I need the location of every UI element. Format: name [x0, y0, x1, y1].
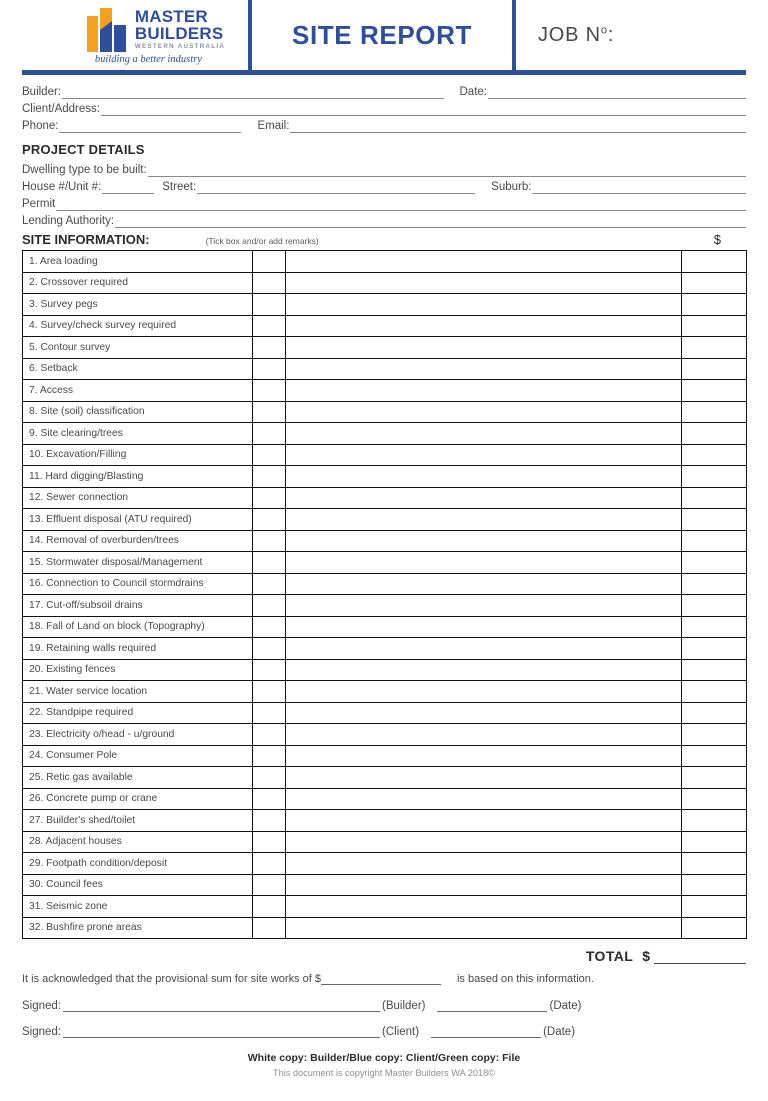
- site-information-note: (Tick box and/or add remarks): [205, 236, 319, 246]
- site-item-remarks[interactable]: [286, 423, 682, 445]
- page-title: [252, 0, 512, 70]
- site-item-amount[interactable]: [682, 853, 747, 875]
- table-row: [23, 272, 747, 294]
- table-row: [23, 595, 747, 617]
- site-item-tickbox[interactable]: [253, 509, 286, 531]
- site-item-tickbox[interactable]: [253, 724, 286, 746]
- table-row: [23, 423, 747, 445]
- site-item-label: 24. Consumer Pole: [23, 745, 253, 767]
- site-item-remarks[interactable]: [286, 831, 682, 853]
- site-item-label: 21. Water service location: [23, 681, 253, 703]
- logo-master-text: MASTER: [134, 6, 208, 26]
- site-item-amount[interactable]: [682, 874, 747, 896]
- site-item-label: 10. Excavation/Filling: [23, 444, 253, 466]
- site-item-amount[interactable]: [682, 702, 747, 724]
- table-row: [23, 487, 747, 509]
- site-item-label: 13. Effluent disposal (ATU required): [23, 509, 253, 531]
- site-item-remarks[interactable]: [286, 745, 682, 767]
- site-information-header: [22, 232, 746, 247]
- dwelling-input[interactable]: [148, 165, 746, 177]
- site-item-remarks[interactable]: [286, 552, 682, 574]
- copy-distribution-note: White copy: Builder/Blue copy: Client/Green copy: File: [247, 1052, 521, 1064]
- site-item-label: 30. Council fees: [23, 874, 253, 896]
- signed-builder-input[interactable]: [63, 1000, 380, 1012]
- acknowledgement-text-before: It is acknowledged that the provisional sum for site works of $: [22, 973, 321, 985]
- phone-label: Phone:: [22, 120, 59, 132]
- site-item-remarks[interactable]: [286, 917, 682, 939]
- table-row: [23, 380, 747, 402]
- street-label: Street:: [162, 181, 197, 193]
- table-row: [23, 810, 747, 832]
- permit-input[interactable]: [56, 199, 746, 211]
- table-row: [23, 616, 747, 638]
- client-address-row: [22, 99, 746, 116]
- site-item-remarks[interactable]: [286, 444, 682, 466]
- site-item-amount[interactable]: [682, 573, 747, 595]
- site-item-amount[interactable]: [682, 487, 747, 509]
- site-item-tickbox[interactable]: [253, 659, 286, 681]
- site-item-tickbox[interactable]: [253, 853, 286, 875]
- site-item-amount[interactable]: [682, 745, 747, 767]
- table-row: [23, 702, 747, 724]
- date-input[interactable]: [488, 87, 746, 99]
- builder-row: [22, 82, 746, 99]
- site-item-tickbox[interactable]: [253, 315, 286, 337]
- signature-row-builder: [22, 1000, 746, 1012]
- site-item-tickbox[interactable]: [253, 444, 286, 466]
- site-item-tickbox[interactable]: [253, 552, 286, 574]
- site-item-amount[interactable]: [682, 466, 747, 488]
- signed-client-label: Signed:: [22, 1026, 62, 1038]
- site-item-remarks[interactable]: [286, 466, 682, 488]
- site-item-tickbox[interactable]: [253, 294, 286, 316]
- site-item-label: 2. Crossover required: [23, 272, 253, 294]
- table-row: [23, 659, 747, 681]
- site-item-label: 4. Survey/check survey required: [23, 315, 253, 337]
- site-item-tickbox[interactable]: [253, 788, 286, 810]
- site-item-amount[interactable]: [682, 444, 747, 466]
- site-item-amount[interactable]: [682, 788, 747, 810]
- site-item-label: 20. Existing fences: [23, 659, 253, 681]
- site-item-remarks[interactable]: [286, 573, 682, 595]
- site-item-amount[interactable]: [682, 638, 747, 660]
- street-input[interactable]: [197, 182, 475, 194]
- site-item-amount[interactable]: [682, 294, 747, 316]
- site-item-amount[interactable]: [682, 552, 747, 574]
- site-item-tickbox[interactable]: [253, 767, 286, 789]
- site-item-tickbox[interactable]: [253, 466, 286, 488]
- site-item-amount[interactable]: [682, 530, 747, 552]
- site-item-label: 28. Adjacent houses: [23, 831, 253, 853]
- site-item-amount[interactable]: [682, 917, 747, 939]
- lending-authority-input[interactable]: [115, 216, 746, 228]
- site-item-tickbox[interactable]: [253, 487, 286, 509]
- signed-client-date-input[interactable]: [431, 1026, 541, 1038]
- table-row: [23, 745, 747, 767]
- job-number-label: JOB $N^o$:: [538, 23, 615, 46]
- email-input[interactable]: [290, 121, 746, 133]
- phone-email-row: [22, 116, 746, 133]
- site-item-tickbox[interactable]: [253, 573, 286, 595]
- site-item-label: 29. Footpath condition/deposit: [23, 853, 253, 875]
- site-item-remarks[interactable]: [286, 530, 682, 552]
- site-item-amount[interactable]: [682, 423, 747, 445]
- site-item-tickbox[interactable]: [253, 380, 286, 402]
- site-item-tickbox[interactable]: [253, 831, 286, 853]
- suburb-label: Suburb:: [491, 181, 532, 193]
- site-item-remarks[interactable]: [286, 487, 682, 509]
- site-item-tickbox[interactable]: [253, 702, 286, 724]
- builder-label: Builder:: [22, 86, 61, 98]
- table-row: [23, 337, 747, 359]
- site-item-tickbox[interactable]: [253, 616, 286, 638]
- permit-label: Permit: [22, 198, 56, 210]
- email-label: Email:: [257, 120, 290, 132]
- signed-client-party: (Client): [382, 1026, 420, 1038]
- job-number-field[interactable]: [516, 0, 746, 70]
- site-item-label: 15. Stormwater disposal/Management: [23, 552, 253, 574]
- page-header: [22, 0, 746, 70]
- site-item-label: 1. Area loading: [23, 251, 253, 273]
- site-item-amount[interactable]: [682, 315, 747, 337]
- site-item-tickbox[interactable]: [253, 272, 286, 294]
- site-item-amount[interactable]: [682, 724, 747, 746]
- site-item-remarks[interactable]: [286, 724, 682, 746]
- suburb-input[interactable]: [532, 182, 746, 194]
- site-item-label: 23. Electricity o/head - u/ground: [23, 724, 253, 746]
- logo-tagline: building a better industry: [94, 53, 202, 65]
- site-item-amount[interactable]: [682, 358, 747, 380]
- logo-builders-text: BUILDERS: [134, 23, 224, 43]
- site-item-tickbox[interactable]: [253, 638, 286, 660]
- site-item-amount[interactable]: [682, 272, 747, 294]
- site-item-remarks[interactable]: [286, 788, 682, 810]
- total-dollar-symbol: $: [642, 948, 650, 964]
- site-information-dollar-header: $: [713, 232, 721, 247]
- site-item-tickbox[interactable]: [253, 358, 286, 380]
- site-information-table: [22, 250, 747, 939]
- phone-input[interactable]: [59, 121, 241, 133]
- site-item-amount[interactable]: [682, 659, 747, 681]
- site-item-label: 14. Removal of overburden/trees: [23, 530, 253, 552]
- site-item-label: 25. Retic gas available: [23, 767, 253, 789]
- site-item-remarks[interactable]: [286, 251, 682, 273]
- signed-client-date-label: (Date): [543, 1026, 576, 1038]
- client-address-input[interactable]: [101, 104, 746, 116]
- signed-client-input[interactable]: [63, 1026, 380, 1038]
- signed-builder-date-input[interactable]: [437, 1000, 547, 1012]
- building-blocks-icon: [87, 8, 129, 54]
- table-row: [23, 896, 747, 918]
- site-item-label: 22. Standpipe required: [23, 702, 253, 724]
- signed-builder-date-label: (Date): [549, 1000, 582, 1012]
- site-item-amount[interactable]: [682, 337, 747, 359]
- copyright-note: This document is copyright Master Builders WA 2018©: [273, 1068, 495, 1078]
- total-row: [22, 948, 746, 964]
- site-item-amount[interactable]: [682, 767, 747, 789]
- provisional-sum-input[interactable]: [321, 973, 441, 985]
- site-item-amount[interactable]: [682, 401, 747, 423]
- site-item-remarks[interactable]: [286, 509, 682, 531]
- table-row: [23, 401, 747, 423]
- table-row: [23, 530, 747, 552]
- site-item-amount[interactable]: [682, 509, 747, 531]
- site-item-label: 3. Survey pegs: [23, 294, 253, 316]
- site-item-remarks[interactable]: [286, 315, 682, 337]
- table-row: [23, 917, 747, 939]
- site-item-tickbox[interactable]: [253, 337, 286, 359]
- site-item-remarks[interactable]: [286, 659, 682, 681]
- contact-fields: [22, 82, 746, 228]
- site-item-label: 7. Access: [23, 380, 253, 402]
- table-row: [23, 724, 747, 746]
- table-row: [23, 466, 747, 488]
- page-title-text: SITE REPORT: [292, 19, 472, 50]
- logo-block: [22, 0, 248, 70]
- site-item-tickbox[interactable]: [253, 745, 286, 767]
- signed-builder-party: (Builder): [382, 1000, 426, 1012]
- site-item-tickbox[interactable]: [253, 423, 286, 445]
- site-item-tickbox[interactable]: [253, 595, 286, 617]
- site-item-label: 18. Fall of Land on block (Topography): [23, 616, 253, 638]
- dwelling-label: Dwelling type to be built:: [22, 164, 147, 176]
- site-item-tickbox[interactable]: [253, 917, 286, 939]
- site-item-remarks[interactable]: [286, 810, 682, 832]
- acknowledgement-text-after: is based on this information.: [456, 973, 594, 985]
- site-item-amount[interactable]: [682, 380, 747, 402]
- site-item-remarks[interactable]: [286, 272, 682, 294]
- site-item-tickbox[interactable]: [253, 251, 286, 273]
- site-item-label: 31. Seismic zone: [23, 896, 253, 918]
- site-item-amount[interactable]: [682, 681, 747, 703]
- site-item-remarks[interactable]: [286, 337, 682, 359]
- table-row: [23, 358, 747, 380]
- site-item-tickbox[interactable]: [253, 401, 286, 423]
- table-row: [23, 294, 747, 316]
- site-item-label: 11. Hard digging/Blasting: [23, 466, 253, 488]
- house-unit-input[interactable]: [102, 182, 154, 194]
- table-row: [23, 444, 747, 466]
- lending-authority-label: Lending Authority:: [22, 215, 115, 227]
- site-item-remarks[interactable]: [286, 638, 682, 660]
- site-item-label: 8. Site (soil) classification: [23, 401, 253, 423]
- site-item-label: 32. Bushfire prone areas: [23, 917, 253, 939]
- table-row: [23, 573, 747, 595]
- site-item-tickbox[interactable]: [253, 810, 286, 832]
- site-item-remarks[interactable]: [286, 681, 682, 703]
- site-item-amount[interactable]: [682, 251, 747, 273]
- site-item-remarks[interactable]: [286, 380, 682, 402]
- site-item-amount[interactable]: [682, 616, 747, 638]
- table-row: [23, 251, 747, 273]
- total-label: TOTAL: [585, 948, 634, 964]
- site-item-label: 19. Retaining walls required: [23, 638, 253, 660]
- project-details-heading: PROJECT DETAILS: [22, 142, 145, 157]
- total-amount-input[interactable]: [654, 951, 746, 964]
- site-information-heading: SITE INFORMATION:: [22, 232, 150, 247]
- site-item-label: 16. Connection to Council stormdrains: [23, 573, 253, 595]
- lending-authority-row: [22, 211, 746, 228]
- signature-row-client: [22, 1026, 746, 1038]
- site-item-amount[interactable]: [682, 595, 747, 617]
- site-item-label: 6. Setback: [23, 358, 253, 380]
- site-item-remarks[interactable]: [286, 595, 682, 617]
- site-item-label: 5. Contour survey: [23, 337, 253, 359]
- house-street-suburb-row: [22, 177, 746, 194]
- header-accent-band: [22, 70, 746, 75]
- site-item-remarks[interactable]: [286, 401, 682, 423]
- acknowledgement-row: [22, 973, 746, 985]
- table-row: [23, 831, 747, 853]
- table-row: [23, 509, 747, 531]
- site-item-remarks[interactable]: [286, 767, 682, 789]
- site-item-label: 9. Site clearing/trees: [23, 423, 253, 445]
- date-label: Date:: [459, 86, 487, 98]
- site-item-remarks[interactable]: [286, 294, 682, 316]
- site-item-tickbox[interactable]: [253, 530, 286, 552]
- site-item-tickbox[interactable]: [253, 874, 286, 896]
- permit-row: [22, 194, 746, 211]
- site-item-remarks[interactable]: [286, 358, 682, 380]
- table-row: [23, 638, 747, 660]
- site-item-label: 26. Concrete pump or crane: [23, 788, 253, 810]
- dwelling-row: [22, 160, 746, 177]
- builder-input[interactable]: [62, 87, 444, 99]
- logo-region-text: WESTERN AUSTRALIA: [134, 42, 226, 50]
- table-row: [23, 853, 747, 875]
- table-row: [23, 874, 747, 896]
- site-item-amount[interactable]: [682, 831, 747, 853]
- site-item-tickbox[interactable]: [253, 896, 286, 918]
- site-item-remarks[interactable]: [286, 702, 682, 724]
- site-item-remarks[interactable]: [286, 896, 682, 918]
- site-item-amount[interactable]: [682, 896, 747, 918]
- table-row: [23, 315, 747, 337]
- site-item-remarks[interactable]: [286, 853, 682, 875]
- site-item-label: 17. Cut-off/subsoil drains: [23, 595, 253, 617]
- table-row: [23, 788, 747, 810]
- house-unit-label: House #/Unit #:: [22, 181, 102, 193]
- client-address-label: Client/Address:: [22, 103, 100, 115]
- site-item-tickbox[interactable]: [253, 681, 286, 703]
- table-row: [23, 552, 747, 574]
- site-item-remarks[interactable]: [286, 616, 682, 638]
- site-item-remarks[interactable]: [286, 874, 682, 896]
- site-information-table-body: [23, 251, 747, 939]
- table-row: [23, 767, 747, 789]
- table-row: [23, 681, 747, 703]
- site-item-amount[interactable]: [682, 810, 747, 832]
- signed-builder-label: Signed:: [22, 1000, 62, 1012]
- site-item-label: 27. Builder's shed/toilet: [23, 810, 253, 832]
- site-item-label: 12. Sewer connection: [23, 487, 253, 509]
